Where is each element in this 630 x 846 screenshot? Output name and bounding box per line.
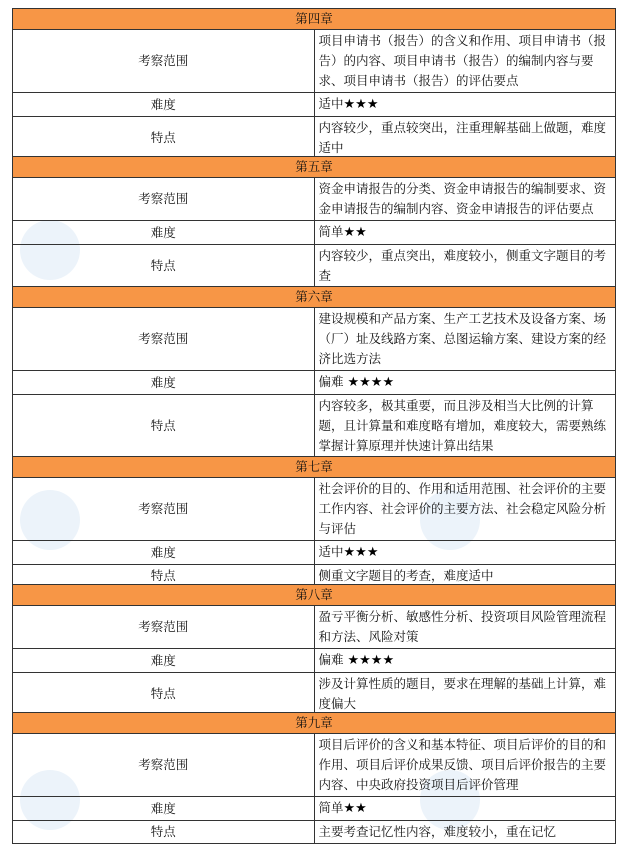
difficulty-value	[314, 221, 616, 245]
scope-value: 盈亏平衡分析、敏感性分析、投资项目风险管理流程和方法、风险对策	[314, 606, 616, 649]
star-rating: ★★	[343, 225, 367, 240]
difficulty-label: 难度	[13, 541, 315, 565]
features-label: 特点	[13, 565, 315, 588]
chapter-table-6	[12, 286, 616, 458]
star-rating: ★★	[343, 801, 367, 816]
difficulty-text: 适中	[318, 96, 344, 111]
chapter-table-9	[12, 712, 616, 844]
chapter-title: 第八章	[13, 585, 616, 606]
star-rating: ★★★	[343, 545, 379, 560]
features-value: 内容较少，重点较突出，注重理解基础上做题，难度适中	[314, 117, 616, 160]
chapter-title: 第六章	[13, 287, 616, 308]
difficulty-label: 难度	[13, 93, 315, 117]
scope-value: 项目后评价的含义和基本特征、项目后评价的目的和作用、项目后评价成果反馈、项目后评价报告的主要内容、中央政府投资项目后评价管理	[314, 734, 616, 797]
features-label: 特点	[13, 117, 315, 160]
features-value: 内容较多，极其重要，而且涉及相当大比例的计算题，且计算量和难度略有增加，难度较大，需要熟练掌握计算原理并快速计算出结果	[314, 395, 616, 458]
features-label: 特点	[13, 245, 315, 288]
chapter-table-5	[12, 156, 616, 288]
difficulty-text: 适中	[318, 544, 344, 559]
scope-label: 考察范围	[13, 308, 315, 371]
difficulty-value	[314, 93, 616, 117]
features-label: 特点	[13, 673, 315, 716]
difficulty-value	[314, 797, 616, 821]
difficulty-label: 难度	[13, 371, 315, 395]
chapter-table-7	[12, 456, 616, 588]
scope-label: 考察范围	[13, 30, 315, 93]
scope-value: 社会评价的目的、作用和适用范围、社会评价的主要工作内容、社会评价的主要方法、社会稳定风险分析与评估	[314, 478, 616, 541]
scope-value: 建设规模和产品方案、生产工艺技术及设备方案、场（厂）址及线路方案、总图运输方案、建设方案的经济比选方法	[314, 308, 616, 371]
difficulty-value	[314, 371, 616, 395]
chapter-table-8	[12, 584, 616, 716]
difficulty-text: 偏难	[318, 652, 348, 667]
features-value: 主要考查记忆性内容，难度较小，重在记忆	[314, 821, 616, 844]
difficulty-label: 难度	[13, 649, 315, 673]
star-rating: ★★★★	[347, 653, 395, 668]
features-value: 内容较少，重点突出，难度较小，侧重文字题目的考查	[314, 245, 616, 288]
scope-value: 项目申请书（报告）的含义和作用、项目申请书（报告）的内容、项目申请书（报告）的编制内容与要求、项目申请书（报告）的评估要点	[314, 30, 616, 93]
scope-label: 考察范围	[13, 734, 315, 797]
difficulty-value	[314, 649, 616, 673]
scope-label: 考察范围	[13, 606, 315, 649]
star-rating: ★★★★	[347, 375, 395, 390]
difficulty-label: 难度	[13, 797, 315, 821]
star-rating: ★★★	[343, 97, 379, 112]
features-value: 涉及计算性质的题目，要求在理解的基础上计算，难度偏大	[314, 673, 616, 716]
features-value: 侧重文字题目的考查，难度适中	[314, 565, 616, 588]
features-label: 特点	[13, 821, 315, 844]
chapter-title: 第五章	[13, 157, 616, 178]
chapter-title: 第九章	[13, 713, 616, 734]
scope-label: 考察范围	[13, 178, 315, 221]
difficulty-label: 难度	[13, 221, 315, 245]
difficulty-text: 简单	[318, 800, 344, 815]
scope-value: 资金申请报告的分类、资金申请报告的编制要求、资金申请报告的编制内容、资金申请报告的评估要点	[314, 178, 616, 221]
chapter-title: 第四章	[13, 9, 616, 30]
features-label: 特点	[13, 395, 315, 458]
difficulty-text: 简单	[318, 224, 344, 239]
scope-label: 考察范围	[13, 478, 315, 541]
difficulty-text: 偏难	[318, 374, 348, 389]
chapter-title: 第七章	[13, 457, 616, 478]
chapter-table-4	[12, 8, 616, 160]
difficulty-value	[314, 541, 616, 565]
